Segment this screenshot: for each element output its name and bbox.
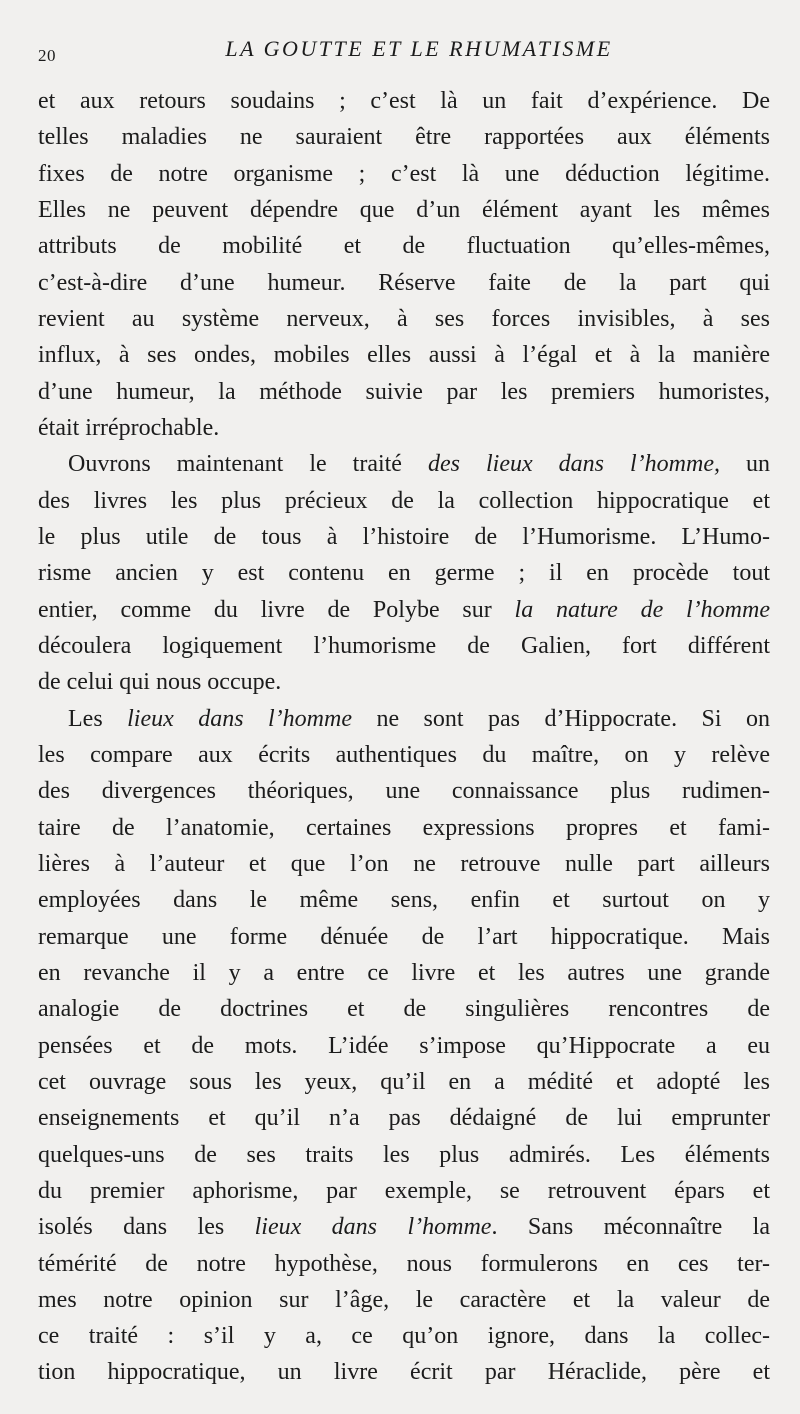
text-segment: Ouvrons maintenant le traité [68, 451, 428, 478]
text-segment: attributs de mobilité et de fluctuation qu’elles-mêmes, [38, 233, 770, 260]
text-line [38, 119, 770, 155]
text-segment: Les [68, 705, 128, 732]
text-segment: Elles ne peuvent dépendre que d’un élément ayant les mêmes [38, 196, 770, 223]
text-segment: entier, comme du livre de Polybe sur [38, 596, 515, 623]
text-line [38, 446, 770, 482]
text-line [38, 919, 770, 955]
page-header [38, 34, 760, 64]
text-segment: enseignements et qu’il n’a pas dédaigné de lui emprunter [38, 1105, 770, 1132]
text-segment: c’est-à-dire d’une humeur. Réserve faite de la part qui [38, 269, 770, 296]
text-segment: influx, à ses ondes, mobiles elles aussi à l’égal et à la manière [38, 342, 770, 369]
text-segment: pensées et de mots. L’idée s’impose qu’Hippocrate a eu [38, 1032, 770, 1059]
text-line [38, 337, 770, 373]
text-line [38, 773, 770, 809]
text-segment: telles maladies ne sauraient être rapportées aux éléments [38, 124, 770, 151]
running-title: LA GOUTTE ET LE RHUMATISME [225, 36, 613, 61]
text-segment: témérité de notre hypothèse, nous formulerons en ces ter- [38, 1250, 770, 1277]
text-line [38, 737, 770, 773]
text-line [38, 83, 770, 119]
text-line [38, 1173, 770, 1209]
text-line [38, 1209, 770, 1245]
text-segment: revient au système nerveux, à ses forces invisibles, à ses [38, 305, 770, 332]
text-segment: quelques-uns de ses traits les plus admirés. Les éléments [38, 1141, 770, 1168]
text-segment: taire de l’anatomie, certaines expressions propres et fami- [38, 814, 770, 841]
text-segment: du premier aphorisme, par exemple, se retrouvent épars et [38, 1177, 770, 1204]
text-line [38, 628, 770, 664]
italic-title-segment: des lieux dans l’homme, [427, 451, 720, 478]
text-segment: tion hippocratique, un livre écrit par Héraclide, père et [38, 1359, 770, 1386]
text-line [38, 519, 770, 555]
text-segment: lières à l’auteur et que l’on ne retrouve nulle part ailleurs [38, 850, 770, 877]
text-line [38, 1318, 770, 1354]
text-line [38, 156, 770, 192]
italic-title-segment: lieux dans l’homme [127, 705, 352, 732]
text-line [38, 810, 770, 846]
text-segment: employées dans le même sens, enfin et surtout on y [38, 887, 770, 914]
text-line [38, 882, 770, 918]
text-segment: mes notre opinion sur l’âge, le caractère et la valeur de [38, 1286, 770, 1313]
text-line [38, 410, 770, 446]
text-line [38, 228, 770, 264]
text-segment: les compare aux écrits authentiques du maître, on y relève [38, 741, 770, 768]
text-line [38, 1100, 770, 1136]
text-line [38, 1354, 770, 1390]
text-line [38, 301, 770, 337]
text-segment: remarque une forme dénuée de l’art hippocratique. Mais [38, 923, 770, 950]
text-segment: analogie de doctrines et de singulières rencontres de [38, 996, 770, 1023]
text-segment: ne sont pas d’Hippocrate. Si on [351, 705, 770, 732]
text-line [38, 592, 770, 628]
text-line [38, 846, 770, 882]
text-segment: en revanche il y a entre ce livre et les autres une grande [38, 959, 770, 986]
text-line [38, 265, 770, 301]
page-number: 20 [38, 46, 56, 65]
text-segment: découlera logiquement l’humorisme de Galien, fort différent [38, 632, 770, 659]
text-segment: était irréprochable. [38, 414, 220, 441]
text-line [38, 955, 770, 991]
text-segment: de celui qui nous occupe. [38, 669, 282, 696]
text-line [38, 192, 770, 228]
text-segment: risme ancien y est contenu en germe ; il en procède tout [38, 560, 770, 587]
text-line [38, 664, 770, 700]
text-line [38, 1028, 770, 1064]
text-segment: cet ouvrage sous les yeux, qu’il en a médité et adopté les [38, 1068, 770, 1095]
text-segment: d’une humeur, la méthode suivie par les premiers humoristes, [38, 378, 770, 405]
text-line [38, 1246, 770, 1282]
text-segment: un [719, 451, 770, 478]
text-line [38, 701, 770, 737]
text-line [38, 555, 770, 591]
text-line [38, 1282, 770, 1318]
text-segment: fixes de notre organisme ; c’est là une déduction légitime. [38, 160, 770, 187]
text-segment: le plus utile de tous à l’histoire de l’Humorisme. L’Humo- [38, 523, 770, 550]
italic-title-segment: lieux dans l’homme [254, 1214, 492, 1241]
text-segment: isolés dans les [38, 1214, 255, 1241]
text-segment: des divergences théoriques, une connaissance plus rudimen- [38, 778, 770, 805]
text-line [38, 374, 770, 410]
text-line [38, 1137, 770, 1173]
text-line [38, 1064, 770, 1100]
text-segment: . Sans méconnaître la [491, 1214, 770, 1241]
body-text [38, 83, 770, 1391]
text-line [38, 991, 770, 1027]
italic-title-segment: la nature de l’homme [514, 596, 770, 623]
text-segment: des livres les plus précieux de la collection hippocratique et [38, 487, 770, 514]
text-line [38, 483, 770, 519]
text-segment: et aux retours soudains ; c’est là un fait d’expérience. De [38, 88, 770, 114]
text-segment: ce traité : s’il y a, ce qu’on ignore, dans la collec- [38, 1323, 770, 1350]
